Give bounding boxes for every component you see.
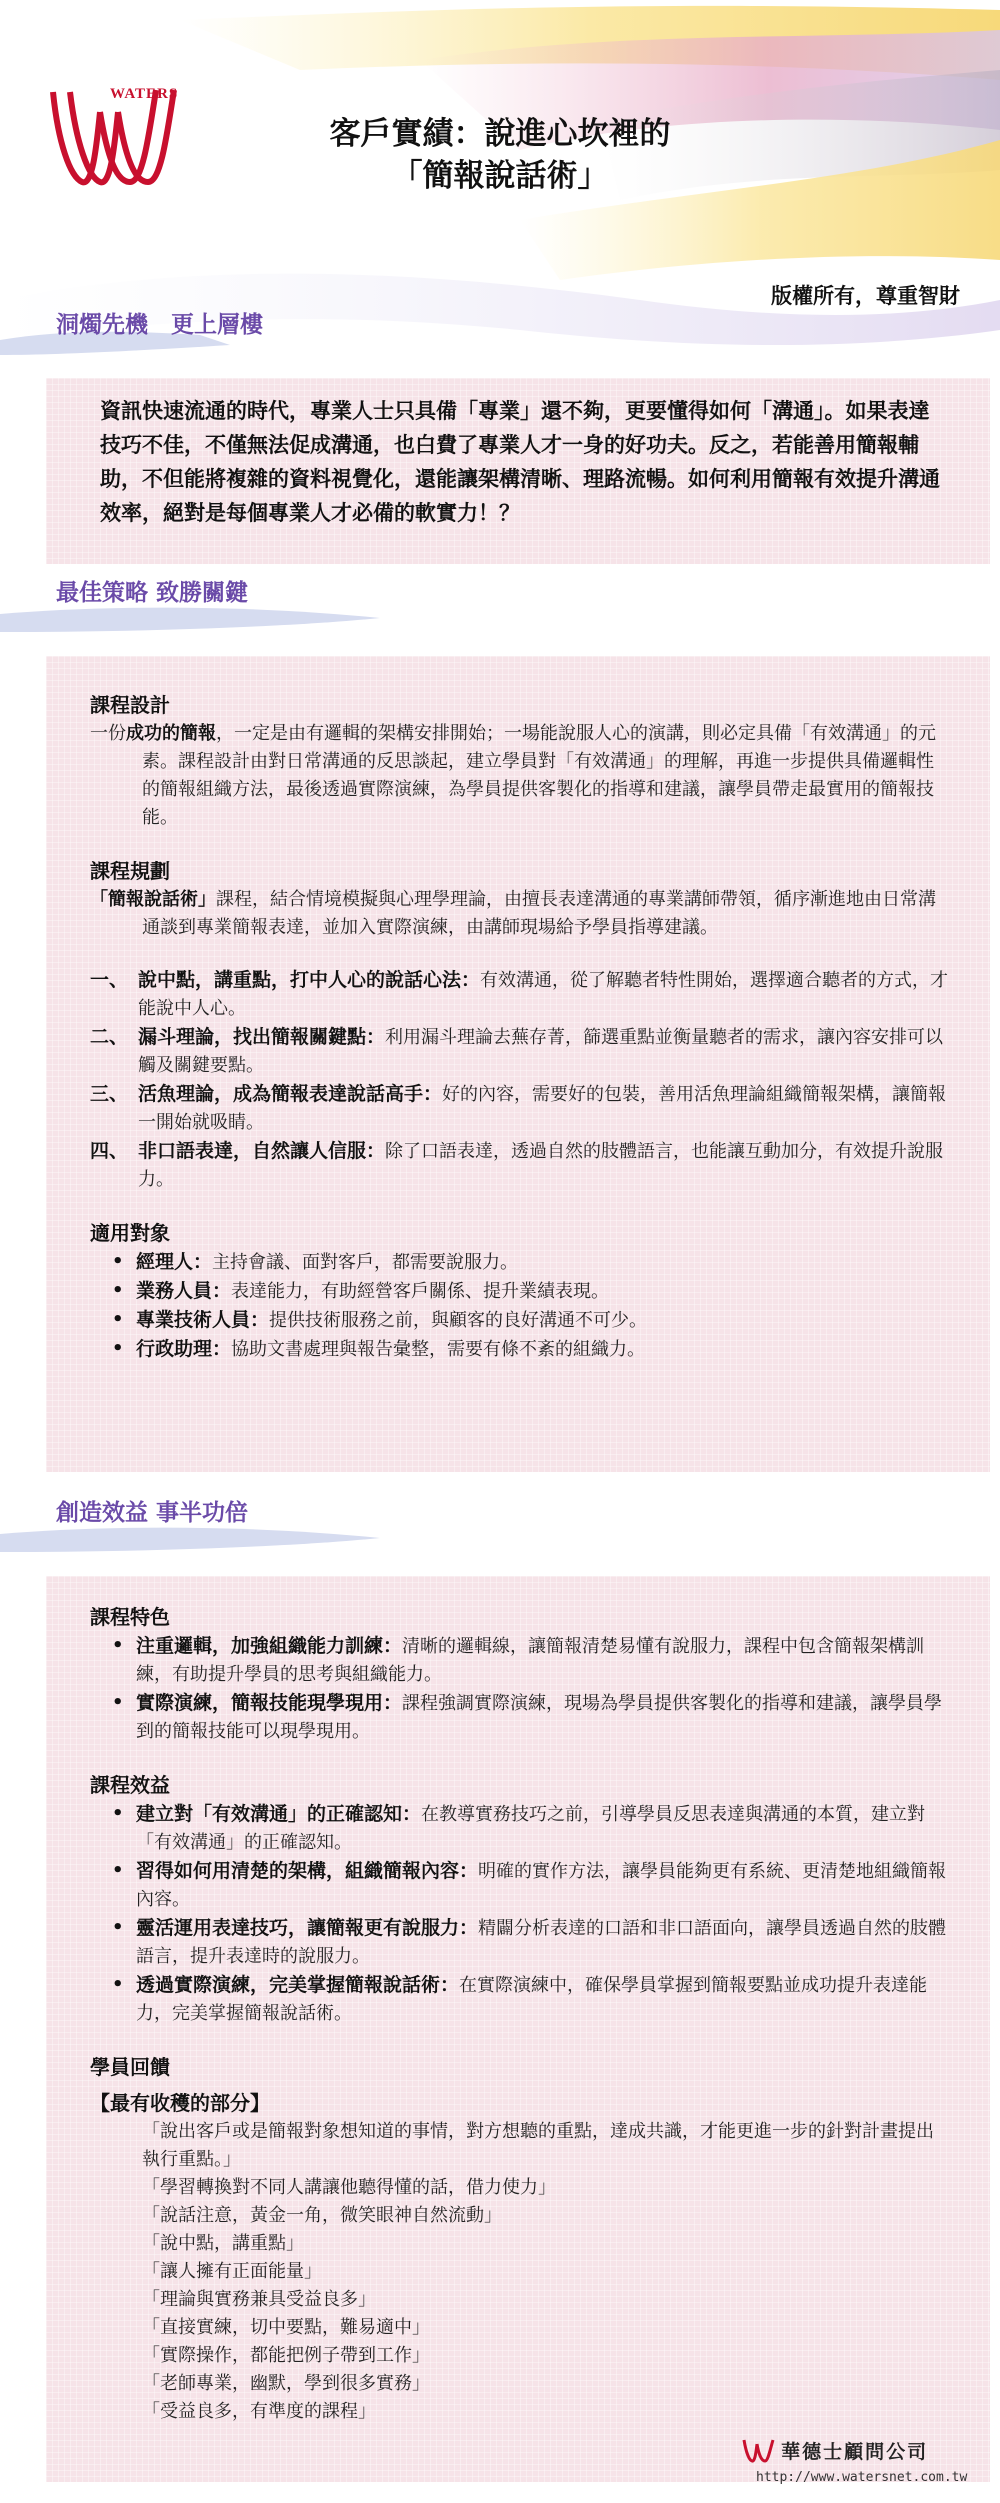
feedback-quote: 「理論與實務兼具受益良多」 <box>142 2289 376 2310</box>
feedback-quote: 「說出客戶或是簡報對象想知道的事情，對方想聽的重點，達成共識，才能更進一步的針對計畫提出執行重點。」 <box>142 2121 934 2170</box>
copyright-notice: 版權所有，尊重智財 <box>771 284 960 308</box>
benefits-heading: 課程效益 <box>90 1773 170 1797</box>
audience-heading: 適用對象 <box>90 1221 170 1245</box>
section-heading-3: 創造效益 事半功倍 <box>56 1500 249 1526</box>
feature-item: • 注重邏輯，加強組織能力訓練：清晰的邏輯線，讓簡報清楚易懂有說服力，課程中包含簡報架構訓練，有助提升學員的思考與組織能力。 <box>90 1632 950 1689</box>
benefit-item: • 習得如何用清楚的架構，組織簡報內容：明確的實作方法，讓學員能夠更有系統、更清楚地組織簡報內容。 <box>90 1857 950 1914</box>
feedback-quote: 「老師專業，幽默，學到很多實務」 <box>142 2373 430 2394</box>
course-design-heading: 課程設計 <box>90 693 170 717</box>
feedback-quote: 「實際操作，都能把例子帶到工作」 <box>142 2345 430 2366</box>
feedback-subheading: 【最有收穫的部分】 <box>90 2091 270 2115</box>
feedback-quote: 「說話注意，黃金一角，微笑眼神自然流動」 <box>142 2205 502 2226</box>
page-title-line2: 「簡報說話術」 <box>391 158 609 194</box>
intro-panel <box>46 378 990 564</box>
audience-item: • 業務人員：表達能力，有助經營客戶關係、提升業績表現。 <box>90 1277 950 1306</box>
feature-item: • 實際演練，簡報技能現學現用：課程強調實際演練，現場為學員提供客製化的指導和建議，讓學員學到的簡報技能可以現學現用。 <box>90 1689 950 1746</box>
audience-item: • 專業技術人員：提供技術服務之前，與顧客的良好溝通不可少。 <box>90 1306 950 1335</box>
benefits-panel <box>46 1576 990 2482</box>
section-heading-1: 洞燭先機 更上層樓 <box>56 312 263 338</box>
module-item: 四、 非口語表達，自然讓人信服：除了口語表達，透過自然的肢體語言，也能讓互動加分，有效提升說服力。 <box>90 1140 944 1190</box>
benefit-item: • 透過實際演練，完美掌握簡報說話術：在實際演練中，確保學員掌握到簡報要點並成功提升表達能力，完美掌握簡報說話術。 <box>90 1971 950 2028</box>
module-item: 二、 漏斗理論，找出簡報關鍵點：利用漏斗理論去蕪存菁，篩選重點並衡量聽者的需求，讓內容安排可以觸及關鍵要點。 <box>90 1026 944 1076</box>
company-url[interactable]: http://www.watersnet.com.tw <box>756 2470 968 2485</box>
feedback-quote: 「受益良多，有準度的課程」 <box>142 2401 376 2422</box>
features-heading: 課程特色 <box>90 1605 170 1629</box>
footer-company-logo <box>742 2437 928 2464</box>
audience-item: • 行政助理：協助文書處理與報告彙整，需要有條不紊的組織力。 <box>90 1335 950 1364</box>
course-panel <box>46 656 990 1472</box>
course-design-text: 一份成功的簡報，一定是由有邏輯的架構安排開始；一場能說服人心的演講，則必定具備「有效溝通」的元素。課程設計由對日常溝通的反思談起，建立學員對「有效溝通」的理解，再進一步提供具備邏輯性的簡報組織方法，最後透過實際演練，為學員提供客製化的指導和建議，讓學員帶走最實用的簡報技能。 <box>90 723 936 828</box>
feedback-quote: 「直接實練，切中要點，難易適中」 <box>142 2317 430 2338</box>
page-title-line1: 客戶實績：說進心坎裡的 <box>329 116 671 152</box>
course-plan-heading: 課程規劃 <box>90 859 170 883</box>
feedback-heading: 學員回饋 <box>90 2055 170 2079</box>
audience-item: • 經理人：主持會議、面對客戶，都需要說服力。 <box>90 1248 950 1277</box>
company-mark-icon <box>742 2438 776 2464</box>
company-name: 華德士顧問公司 <box>781 2441 929 2463</box>
logo-wordmark: WATERS <box>110 86 179 102</box>
course-plan-text: 「簡報說話術」課程，結合情境模擬與心理學理論，由擅長表達溝通的專業講師帶領，循序漸進地由日常溝通談到專業簡報表達，並加入實際演練，由講師現場給予學員指導建議。 <box>90 889 936 938</box>
intro-text: 資訊快速流通的時代，專業人士只具備「專業」還不夠，更要懂得如何「溝通」。如果表達技巧不佳，不僅無法促成溝通，也白費了專業人才一身的好功夫。反之，若能善用簡報輔助，不但能將複雜的資料視覺化，還能讓架構清晰、理路流暢。如何利用簡報有效提升溝通效率，絕對是每個專業人才必備的軟實力！？ <box>100 399 940 525</box>
header-background <box>0 0 1000 420</box>
section-heading-2: 最佳策略 致勝關鍵 <box>56 580 249 606</box>
feedback-quote: 「學習轉換對不同人講讓他聽得懂的話，借力使力」 <box>142 2177 556 2198</box>
benefit-item: • 建立對「有效溝通」的正確認知：在教導實務技巧之前，引導學員反思表達與溝通的本質，建立對「有效溝通」的正確認知。 <box>90 1800 950 1857</box>
feedback-quote: 「讓人擁有正面能量」 <box>142 2261 322 2282</box>
benefit-item: • 靈活運用表達技巧，讓簡報更有說服力：精闢分析表達的口語和非口語面向，讓學員透過自然的肢體語言，提升表達時的說服力。 <box>90 1914 950 1971</box>
feedback-quote: 「說中點，講重點」 <box>142 2233 304 2254</box>
module-item: 三、 活魚理論，成為簡報表達說話高手：好的內容，需要好的包裝，善用活魚理論組織簡報架構，讓簡報一開始就吸睛。 <box>90 1083 947 1133</box>
module-item: 一、 說中點，講重點，打中人心的說話心法：有效溝通，從了解聽者特性開始，選擇適合聽者的方式，才能說中人心。 <box>90 969 949 1019</box>
